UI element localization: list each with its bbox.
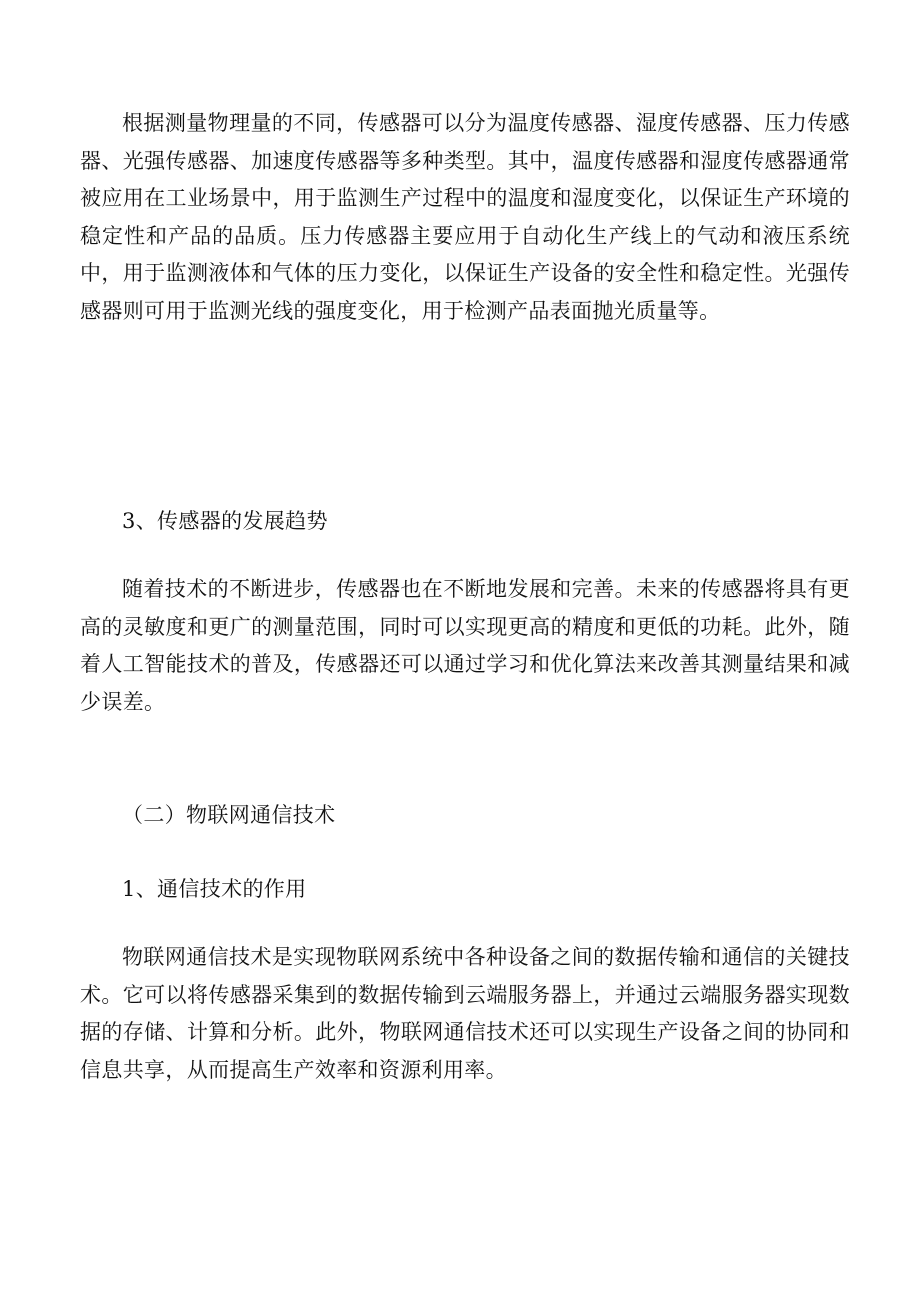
heading-sensor-trends: 3、传感器的发展趋势 xyxy=(122,509,328,533)
paragraph-iot-communication: 物联网通信技术是实现物联网系统中各种设备之间的数据传输和通信的关键技术。它可以将传感器采集到的数据传输到云端服务器上，并通过云端服务器实现数据的存储、计算和分析。此外，物联网通信技术还可以实现生产设备之间的协同和信息共享，从而提高生产效率和资源利用率。 xyxy=(80,945,850,1082)
heading-communication-role: 1、通信技术的作用 xyxy=(122,877,307,901)
paragraph-sensor-development: 随着技术的不断进步，传感器也在不断地发展和完善。未来的传感器将具有更高的灵敏度和更广的测量范围，同时可以实现更高的精度和更低的功耗。此外，随着人工智能技术的普及，传感器还可以通过学习和优化算法来改善其测量结果和减少误差。 xyxy=(80,577,850,714)
section-title-iot-communication: （二）物联网通信技术 xyxy=(122,803,336,827)
paragraph-sensor-types: 根据测量物理量的不同，传感器可以分为温度传感器、湿度传感器、压力传感器、光强传感器、加速度传感器等多种类型。其中，温度传感器和湿度传感器通常被应用在工业场景中，用于监测生产过程中的温度和湿度变化，以保证生产环境的稳定性和产品的品质。压力传感器主要应用于自动化生产线上的气动和液压系统中，用于监测液体和气体的压力变化，以保证生产设备的安全性和稳定性。光强传感器则可用于监测光线的强度变化，用于检测产品表面抛光质量等。 xyxy=(80,111,850,323)
